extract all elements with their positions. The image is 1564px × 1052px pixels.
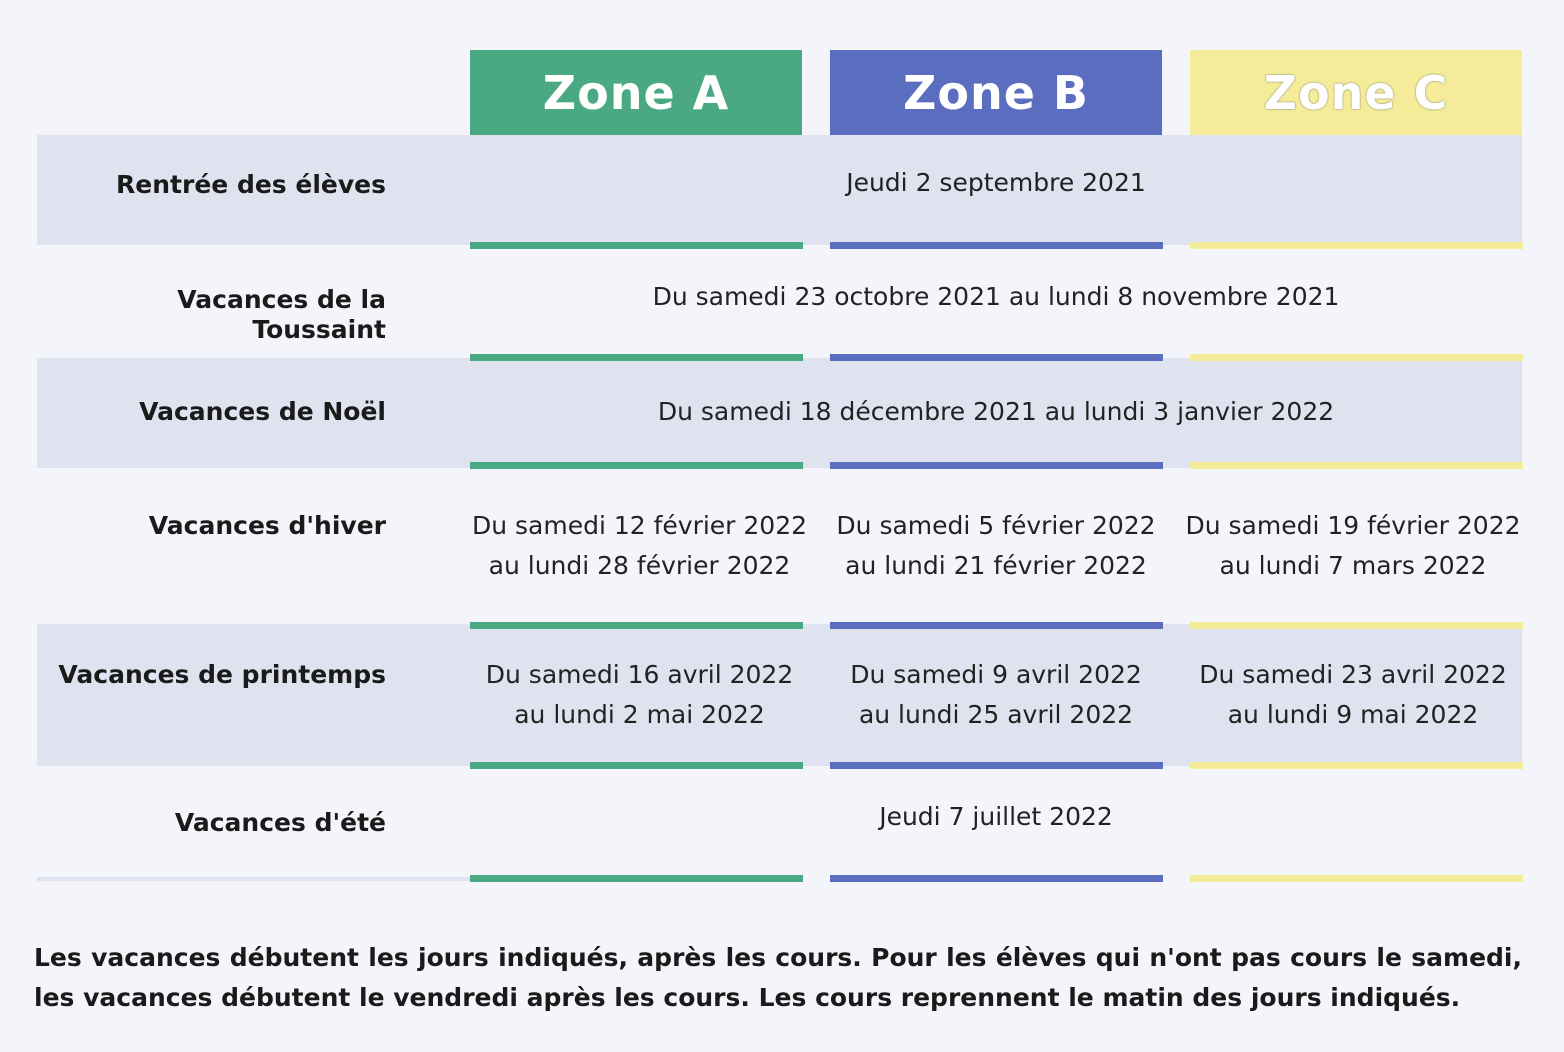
- row-value-noel: Du samedi 18 décembre 2021 au lundi 3 janvier 2022: [657, 397, 1335, 426]
- printemps-zone-a: [462, 655, 817, 735]
- zone-b-header: Zone B: [830, 50, 1162, 135]
- zone-b-underline: [830, 875, 1163, 882]
- zone-b-underline: [830, 462, 1163, 469]
- zone-c-underline: [1190, 762, 1523, 769]
- zone-a-underline: [470, 875, 803, 882]
- hiver-zone-c-start: Du samedi 19 février 2022: [1185, 511, 1521, 540]
- row-value-rentree: Jeudi 2 septembre 2021: [846, 168, 1146, 197]
- zone-b-underline: [830, 242, 1163, 249]
- printemps-zone-b-end: au lundi 25 avril 2022: [858, 700, 1134, 729]
- zone-a-underline: [470, 462, 803, 469]
- zone-a-underline: [470, 242, 803, 249]
- hiver-zone-b-start: Du samedi 5 février 2022: [836, 511, 1156, 540]
- zone-b-underline: [830, 622, 1163, 629]
- zone-c-underline: [1190, 622, 1523, 629]
- hiver-zone-c: [1176, 506, 1530, 586]
- printemps-zone-b: [822, 655, 1170, 735]
- printemps-zone-c-end: au lundi 9 mai 2022: [1227, 700, 1479, 729]
- footnote: Les vacances débutent les jours indiqués, après les cours. Pour les élèves qui n'ont pas cours le samedi, les vacances débutent le vendredi après les cours. Les cours reprennent le matin des jours indiqués.: [34, 943, 1522, 1012]
- printemps-zone-c: [1176, 655, 1530, 735]
- row-label-ete: Vacances d'été: [174, 808, 386, 837]
- hiver-zone-c-end: au lundi 7 mars 2022: [1219, 551, 1487, 580]
- zone-a-header: Zone A: [470, 50, 802, 135]
- row-value-toussaint: Du samedi 23 octobre 2021 au lundi 8 novembre 2021: [652, 282, 1340, 311]
- row-label-noel: Vacances de Noël: [139, 397, 386, 426]
- hiver-zone-b-end: au lundi 21 février 2022: [845, 551, 1147, 580]
- printemps-zone-b-start: Du samedi 9 avril 2022: [850, 660, 1142, 689]
- zone-c-header: Zone C: [1190, 50, 1522, 135]
- zone-a-underline: [470, 622, 803, 629]
- zone-a-underline: [470, 762, 803, 769]
- row-label-printemps: Vacances de printemps: [58, 660, 386, 689]
- row-value-ete: Jeudi 7 juillet 2022: [879, 802, 1113, 831]
- row-label-toussaint: Vacances de la Toussaint: [177, 285, 386, 344]
- zone-b-underline: [830, 354, 1163, 361]
- zone-c-underline: [1190, 462, 1523, 469]
- zone-c-underline: [1190, 354, 1523, 361]
- zone-b-underline: [830, 762, 1163, 769]
- hiver-zone-a: [462, 506, 817, 586]
- hiver-zone-a-start: Du samedi 12 février 2022: [471, 511, 808, 540]
- zone-a-underline: [470, 354, 803, 361]
- hiver-zone-a-end: au lundi 28 février 2022: [488, 551, 791, 580]
- row-label-hiver: Vacances d'hiver: [148, 511, 386, 540]
- row-label-rentree: Rentrée des élèves: [116, 170, 386, 199]
- zone-c-underline: [1190, 875, 1523, 882]
- printemps-zone-c-start: Du samedi 23 avril 2022: [1199, 660, 1507, 689]
- table-bottom-rule: [37, 877, 470, 881]
- hiver-zone-b: [822, 506, 1170, 586]
- printemps-zone-a-start: Du samedi 16 avril 2022: [485, 660, 794, 689]
- zone-c-underline: [1190, 242, 1523, 249]
- printemps-zone-a-end: au lundi 2 mai 2022: [514, 700, 765, 729]
